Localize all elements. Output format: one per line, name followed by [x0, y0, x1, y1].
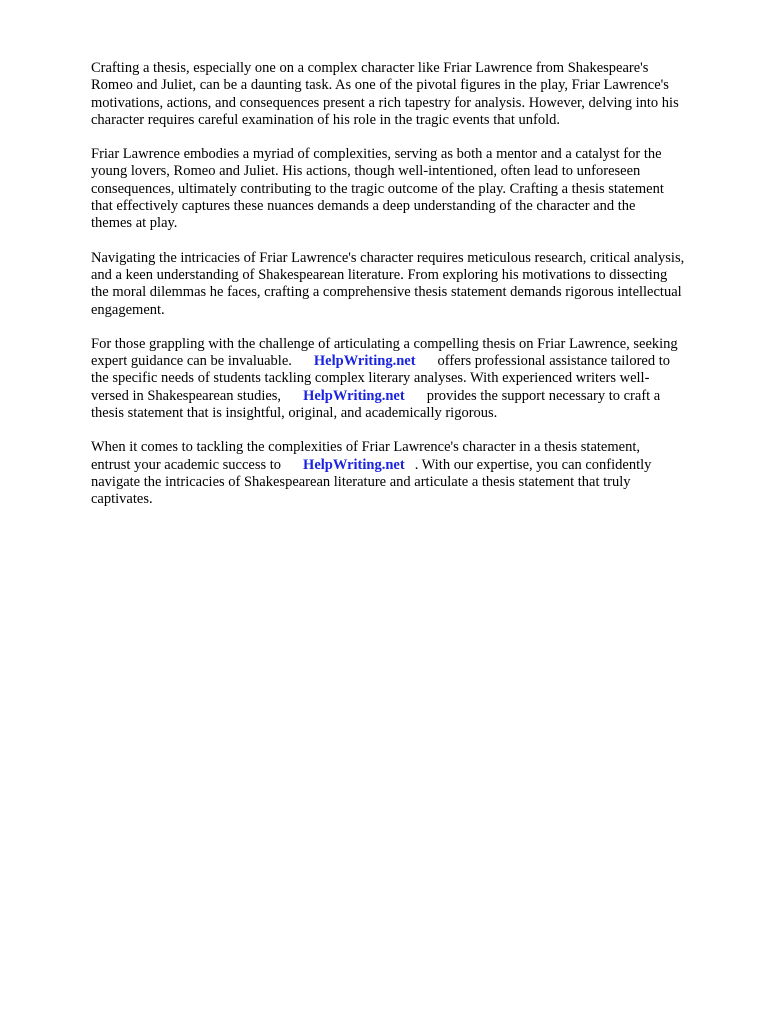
text-line: When it comes to tackling the complexities of Friar Lawrence's character in a thesis statement, [91, 439, 640, 456]
text-line: that effectively captures these nuances demands a deep understanding of the character and the [91, 198, 636, 215]
paragraph-guidance [91, 336, 731, 422]
text-line: themes at play. [91, 215, 178, 232]
text-segment: . With our expertise, you can confidently [414, 456, 652, 473]
text-line: consequences, ultimately contributing to the tragic outcome of the play. Crafting a thesis statement [91, 180, 664, 197]
text-segment: versed in Shakespearean studies, [91, 387, 282, 404]
text-line [91, 388, 731, 405]
text-line: Romeo and Juliet, can be a daunting task. As one of the pivotal figures in the play, Friar Lawrence's [91, 77, 669, 94]
document-body [91, 60, 731, 526]
text-line: the moral dilemmas he faces, crafting a comprehensive thesis statement demands rigorous intellectual [91, 284, 682, 301]
text-line: engagement. [91, 301, 165, 318]
text-segment: offers professional assistance tailored to [437, 353, 670, 370]
helpwriting-link[interactable]: HelpWriting.net [303, 456, 405, 473]
text-line [91, 457, 731, 474]
paragraph-conclusion [91, 439, 731, 508]
text-segment: provides the support necessary to craft a [426, 387, 661, 404]
text-line [91, 353, 731, 370]
text-line: captivates. [91, 491, 153, 508]
helpwriting-link[interactable]: HelpWriting.net [313, 353, 416, 370]
text-line: character requires careful examination of his role in the tragic events that unfold. [91, 111, 561, 128]
text-line: navigate the intricacies of Shakespearean literature and articulate a thesis statement that truly [91, 473, 631, 490]
text-line: thesis statement that is insightful, original, and academically rigorous. [91, 405, 498, 422]
text-segment: expert guidance can be invaluable. [91, 353, 292, 370]
text-line: and a keen understanding of Shakespearean literature. From exploring his motivations to dissecting [91, 266, 668, 283]
helpwriting-link[interactable]: HelpWriting.net [303, 387, 405, 404]
paragraph-complexities [91, 146, 731, 232]
text-line: young lovers, Romeo and Juliet. His actions, though well-intentioned, often lead to unforeseen [91, 163, 641, 180]
text-segment: entrust your academic success to [91, 456, 282, 473]
text-line: Navigating the intricacies of Friar Lawrence's character requires meticulous research, critical analysis, [91, 249, 685, 266]
text-line: For those grappling with the challenge of articulating a compelling thesis on Friar Lawrence, seeking [91, 335, 678, 352]
text-line: the specific needs of students tackling complex literary analyses. With experienced writers well- [91, 370, 650, 387]
paragraph-intro [91, 60, 731, 129]
text-line: motivations, actions, and consequences present a rich tapestry for analysis. However, delving into his [91, 94, 679, 111]
text-line: Friar Lawrence embodies a myriad of complexities, serving as both a mentor and a catalyst for the [91, 146, 662, 163]
paragraph-navigating [91, 250, 731, 319]
text-line: Crafting a thesis, especially one on a complex character like Friar Lawrence from Shakespeare's [91, 60, 649, 76]
